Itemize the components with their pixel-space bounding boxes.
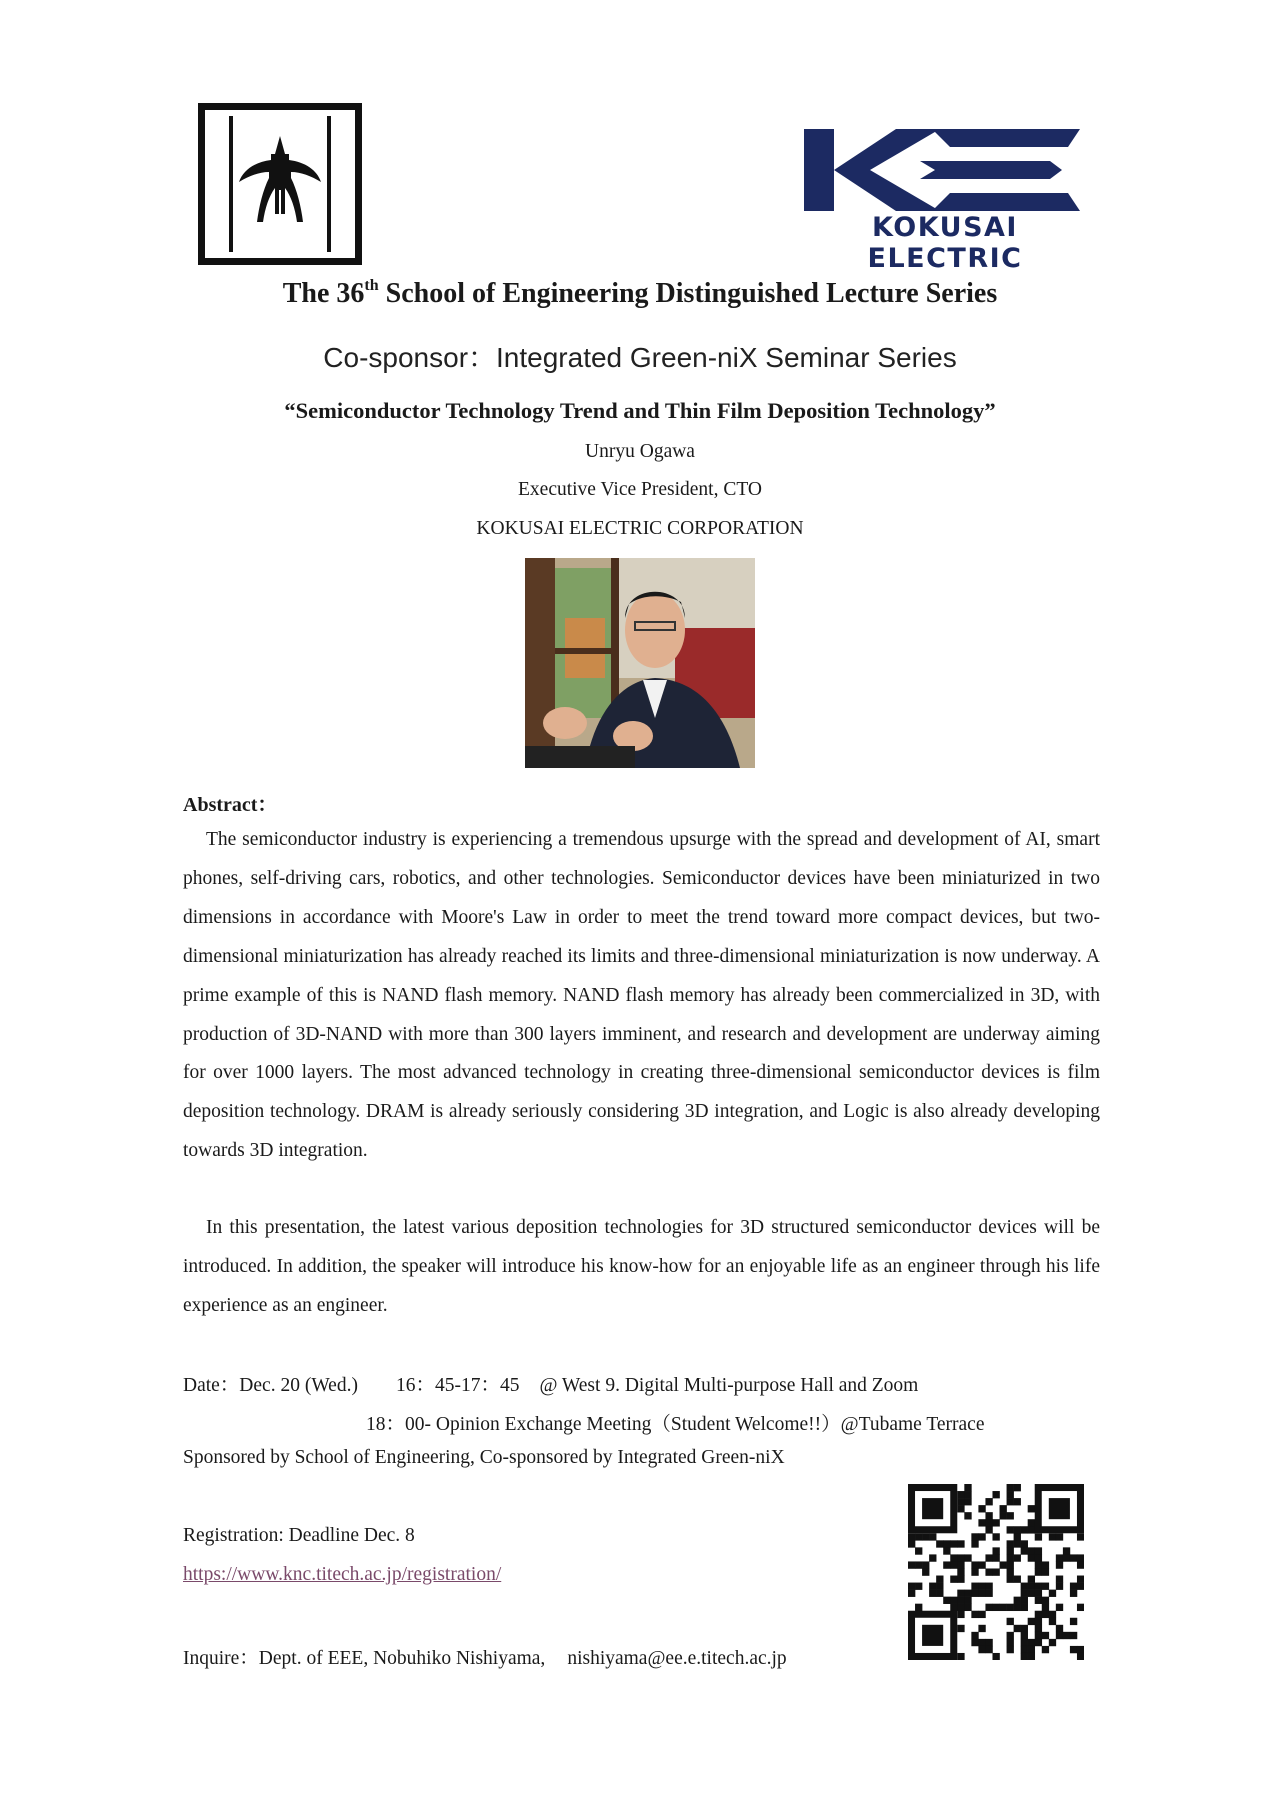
sponsor-line: Sponsored by School of Engineering, Co-sponsored by Integrated Green-niX bbox=[183, 1447, 785, 1468]
inquire-line bbox=[183, 1642, 787, 1670]
abstract-paragraph-2: In this presentation, the latest various deposition technologies for 3D structured semiconductor devices will be introduced. In addition, the speaker will introduce his know-how for an enjoyable life as an engineer through his life experience as an engineer. bbox=[183, 1217, 1100, 1316]
date-line bbox=[183, 1369, 918, 1397]
speaker-photo bbox=[525, 558, 755, 768]
abstract-paragraph-1: The semiconductor industry is experiencing a tremendous upsurge with the spread and development of AI, smart phones, self-driving cars, robotics, and other technologies. Semiconductor devices have been miniaturized in two dimensions in accordance with Moore's Law in order to meet the trend toward more compact devices, but two-dimensional miniaturization has already reached its limits and three-dimensional miniaturization is now underway. A prime example of this is NAND flash memory. NAND flash memory has already been commercialized in 3D, with production of 3D-NAND with more than 300 layers imminent, and research and development are underway aiming for over 1000 layers. The most advanced technology in creating three-dimensional semiconductor devices is film deposition technology. DRAM is already seriously considering 3D integration, and Logic is also already developing towards 3D integration. bbox=[183, 829, 1100, 1162]
series-title bbox=[0, 278, 1280, 310]
cosponsor-line: Co-sponsor：Integrated Green-niX Seminar Series bbox=[323, 342, 957, 373]
event-time: 16：45-17：45 bbox=[395, 1375, 520, 1396]
event-venue: @ West 9. Digital Multi-purpose Hall and Zoom bbox=[539, 1375, 919, 1396]
event-date: Date：Dec. 20 (Wed.) bbox=[183, 1375, 358, 1396]
series-title-suffix: School of Engineering Distinguished Lecture Series bbox=[378, 278, 998, 309]
meeting-line: 18：00- Opinion Exchange Meeting（Student Welcome!!）@Tubame Terrace bbox=[366, 1414, 985, 1435]
series-title-superscript: th bbox=[364, 276, 379, 294]
registration-link[interactable]: https://www.knc.titech.ac.jp/registration/ bbox=[183, 1564, 502, 1585]
lecture-title: “Semiconductor Technology Trend and Thin Film Deposition Technology” bbox=[284, 398, 996, 423]
tokyo-tech-logo-icon bbox=[198, 103, 362, 265]
speaker-company: KOKUSAI ELECTRIC CORPORATION bbox=[476, 518, 804, 539]
series-title-prefix: The 36 bbox=[282, 278, 365, 309]
speaker-role: Executive Vice President, CTO bbox=[518, 479, 762, 500]
speaker-name: Unryu Ogawa bbox=[585, 441, 695, 462]
inquire-email[interactable]: nishiyama@ee.e.titech.ac.jp bbox=[567, 1648, 787, 1669]
registration-deadline: Registration: Deadline Dec. 8 bbox=[183, 1525, 415, 1546]
abstract-heading: Abstract： bbox=[183, 794, 278, 816]
inquire-contact: Inquire：Dept. of EEE, Nobuhiko Nishiyama, bbox=[183, 1648, 546, 1669]
brand-wordmark: KOKUSAI ELECTRIC bbox=[867, 212, 1023, 274]
qr-code-icon[interactable] bbox=[908, 1484, 1084, 1660]
